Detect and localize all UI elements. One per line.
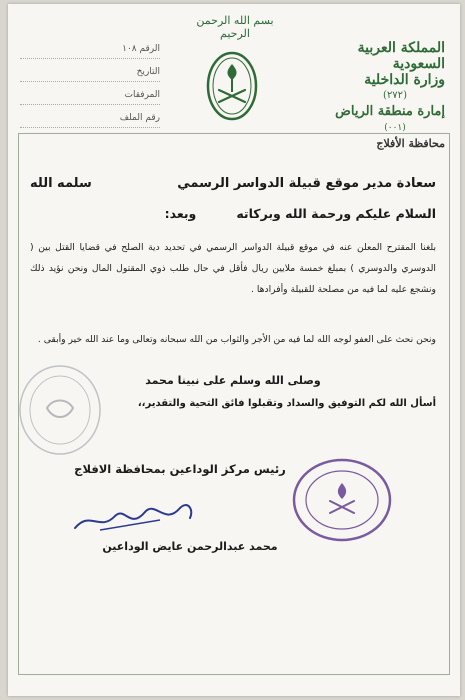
signatory-name: محمد عبدالرحمن عايض الوداعين xyxy=(102,540,278,553)
signatory-title: رئيس مركز الوداعين بمحافظة الافلاج xyxy=(74,462,286,476)
kingdom-name: المملكة العربية السعودية xyxy=(357,40,445,72)
basmala: بسم الله الرحمن الرحيم xyxy=(196,14,274,40)
addressee-line xyxy=(30,176,436,191)
greeting: السلام عليكم ورحمة الله وبركاته xyxy=(236,206,436,221)
closing-prayer: وصلى الله وسلم على نبينا محمد xyxy=(145,374,321,387)
official-stamp xyxy=(290,455,395,549)
faded-stamp-left xyxy=(15,360,105,464)
emirate-code: (٠٠١) xyxy=(384,123,406,133)
paragraph-2: ونحن نحث على العفو لوجه الله لما فيه من الأجر والثواب من الله سبحانه وتعالى وما عند الله خير وأبقى . xyxy=(37,334,436,345)
greeting-after: وبعد: xyxy=(164,206,197,221)
closing-wish: أسأل الله لكم التوفيق والسداد وتقبلوا فائق التحية والتقدير،، xyxy=(137,398,436,409)
ministry-name: وزارة الداخلية xyxy=(364,72,445,88)
paragraph-1: بلغنا المقترح المعلن عنه في موقع قبيلة الدواسر الرسمي في تحديد دية الصلح في قضايا القتل بين ( الدوسري والدوسري ) بمبلغ خمسة ملايين ريال فأقل في حال طلب ذوي المقتول المال ونحن نؤيد ذلك ونشجع عليه لما فيه من مصلحة للقبيلة وأفرادها . xyxy=(30,242,436,295)
emirate-name: إمارة منطقة الرياض xyxy=(335,104,445,119)
handwritten-signature xyxy=(70,490,200,544)
ref-number-field: الرقم ١٠٨ xyxy=(20,40,160,59)
addressee: سعادة مدير موقع قبيلة الدواسر الرسمي xyxy=(177,176,436,191)
ministry-code: (٢٧٢) xyxy=(383,90,407,101)
reference-block xyxy=(20,40,160,132)
file-number-field: رقم الملف xyxy=(20,109,160,128)
attachments-field: المرفقات xyxy=(20,86,160,105)
greeting-line xyxy=(30,206,436,221)
date-field: التاريخ xyxy=(20,63,160,82)
saudi-emblem-icon xyxy=(205,50,259,126)
governorate-name: محافظة الأفلاج xyxy=(376,137,445,150)
addressee-closing: سلمه الله xyxy=(30,176,92,191)
